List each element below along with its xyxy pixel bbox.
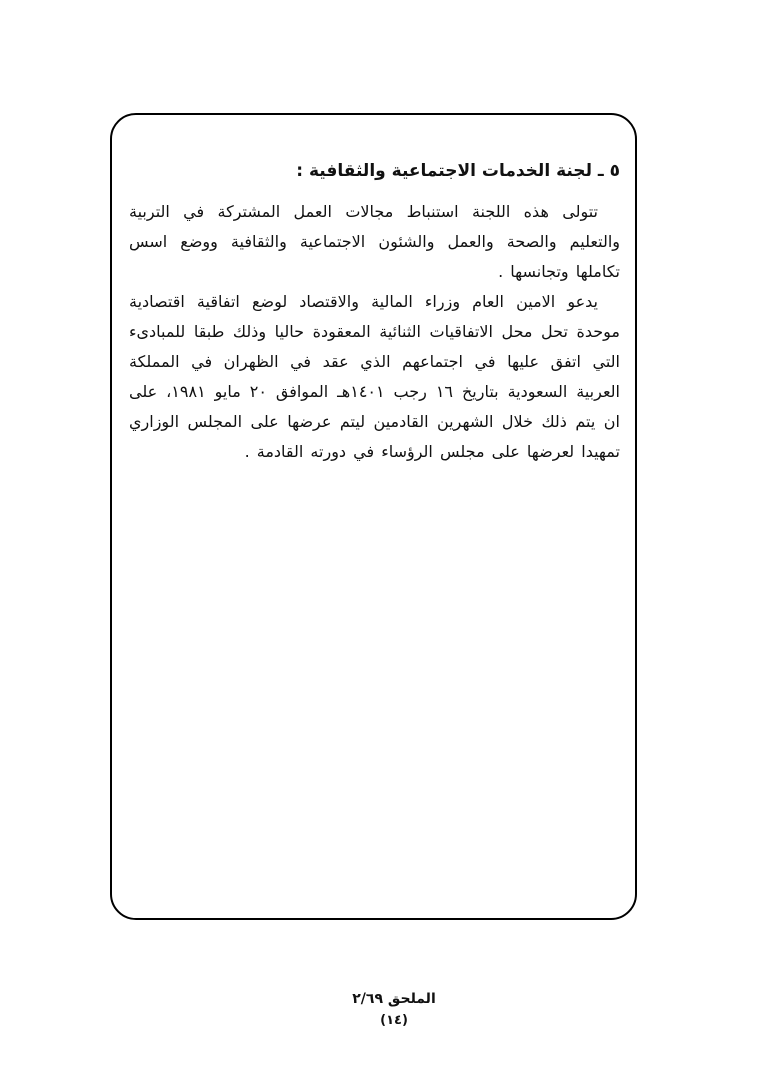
paragraph-secretary-general-call: يدعو الامين العام وزراء المالية والاقتصاد لوضع اتفاقية اقتصادية موحدة تحل محل الاتفاقيات الثنائية المعقودة حاليا وذلك طبقا للمبادىء التي اتفق عليها في اجتماعهم الذي عقد في الظهران في المملكة العربية السعودية بتاريخ ١٦ رجب ١٤٠١هـ الموافق ٢٠ مايو ١٩٨١، على ان يتم ذلك خلال الشهرين القادمين ليتم عرضها على المجلس الوزاري تمهيدا لعرضها على مجلس الرؤساء في دورته القادمة . bbox=[129, 292, 620, 461]
page-footer bbox=[20, 988, 768, 1032]
section-heading: ٥ ـ لجنة الخدمات الاجتماعية والثقافية : bbox=[296, 161, 620, 181]
paragraph-committee-role: تتولى هذه اللجنة استنباط مجالات العمل المشتركة في التربية والتعليم والصحة والعمل والشئون الاجتماعية والثقافية ووضع اسس تكاملها وتجانسها . bbox=[129, 202, 620, 281]
document-border-box bbox=[110, 113, 637, 920]
annex-label: الملحق ٢/٦٩ bbox=[352, 991, 436, 1007]
page-number: (١٤) bbox=[380, 1013, 408, 1028]
